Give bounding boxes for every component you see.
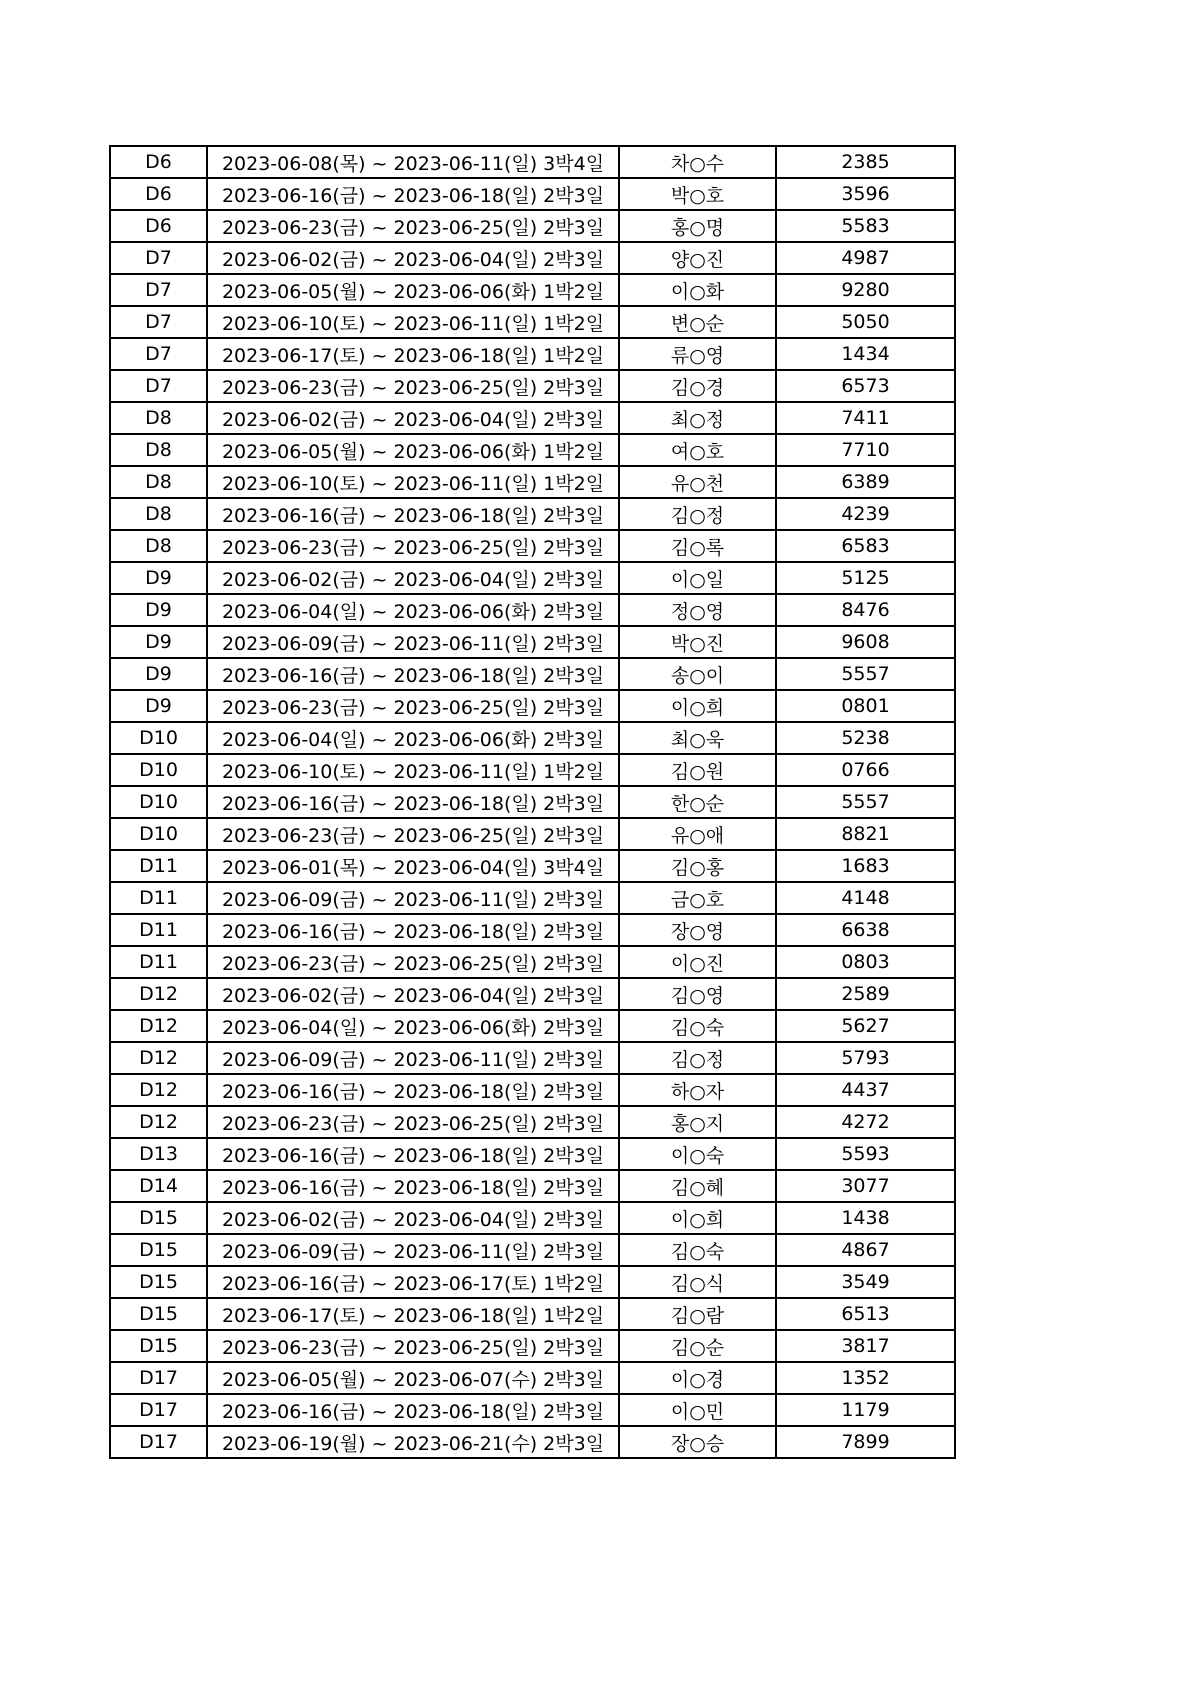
table-row [110, 210, 955, 242]
stay-period-cell: 2023-06-02(금) ~ 2023-06-04(일) 2박3일 [207, 1202, 619, 1234]
stay-period-cell: 2023-06-17(토) ~ 2023-06-18(일) 1박2일 [207, 1298, 619, 1330]
room-cell: D6 [110, 146, 207, 178]
table-row [110, 786, 955, 818]
code-cell: 9280 [776, 274, 955, 306]
code-cell: 6513 [776, 1298, 955, 1330]
code-cell: 5627 [776, 1010, 955, 1042]
guest-name-cell: 변○순 [619, 306, 776, 338]
room-cell: D7 [110, 274, 207, 306]
stay-period-cell: 2023-06-05(월) ~ 2023-06-06(화) 1박2일 [207, 434, 619, 466]
stay-period-cell: 2023-06-10(토) ~ 2023-06-11(일) 1박2일 [207, 306, 619, 338]
guest-name-cell: 금○호 [619, 882, 776, 914]
table-row [110, 146, 955, 178]
code-cell: 4437 [776, 1074, 955, 1106]
code-cell: 8821 [776, 818, 955, 850]
room-cell: D15 [110, 1202, 207, 1234]
stay-period-cell: 2023-06-02(금) ~ 2023-06-04(일) 2박3일 [207, 978, 619, 1010]
code-cell: 4272 [776, 1106, 955, 1138]
table-row [110, 1298, 955, 1330]
guest-name-cell: 홍○지 [619, 1106, 776, 1138]
stay-period-cell: 2023-06-02(금) ~ 2023-06-04(일) 2박3일 [207, 562, 619, 594]
stay-period-cell: 2023-06-09(금) ~ 2023-06-11(일) 2박3일 [207, 626, 619, 658]
code-cell: 2385 [776, 146, 955, 178]
table-row [110, 1106, 955, 1138]
guest-name-cell: 장○영 [619, 914, 776, 946]
room-cell: D7 [110, 370, 207, 402]
room-cell: D10 [110, 786, 207, 818]
code-cell: 1683 [776, 850, 955, 882]
code-cell: 4987 [776, 242, 955, 274]
table-row [110, 594, 955, 626]
room-cell: D9 [110, 562, 207, 594]
guest-name-cell: 차○수 [619, 146, 776, 178]
code-cell: 3549 [776, 1266, 955, 1298]
code-cell: 9608 [776, 626, 955, 658]
stay-period-cell: 2023-06-23(금) ~ 2023-06-25(일) 2박3일 [207, 818, 619, 850]
room-cell: D8 [110, 466, 207, 498]
table-row [110, 274, 955, 306]
stay-period-cell: 2023-06-09(금) ~ 2023-06-11(일) 2박3일 [207, 882, 619, 914]
room-cell: D15 [110, 1266, 207, 1298]
table-row [110, 626, 955, 658]
guest-name-cell: 박○진 [619, 626, 776, 658]
guest-name-cell: 이○진 [619, 946, 776, 978]
table-row [110, 754, 955, 786]
code-cell: 5050 [776, 306, 955, 338]
table-row [110, 242, 955, 274]
code-cell: 1179 [776, 1394, 955, 1426]
code-cell: 5557 [776, 658, 955, 690]
room-cell: D12 [110, 1074, 207, 1106]
table-row [110, 946, 955, 978]
code-cell: 0803 [776, 946, 955, 978]
code-cell: 5125 [776, 562, 955, 594]
code-cell: 4867 [776, 1234, 955, 1266]
guest-name-cell: 정○영 [619, 594, 776, 626]
table-row [110, 1202, 955, 1234]
guest-name-cell: 이○희 [619, 690, 776, 722]
room-cell: D6 [110, 178, 207, 210]
room-cell: D11 [110, 882, 207, 914]
room-cell: D13 [110, 1138, 207, 1170]
stay-period-cell: 2023-06-16(금) ~ 2023-06-18(일) 2박3일 [207, 178, 619, 210]
guest-name-cell: 박○호 [619, 178, 776, 210]
code-cell: 6638 [776, 914, 955, 946]
stay-period-cell: 2023-06-17(토) ~ 2023-06-18(일) 1박2일 [207, 338, 619, 370]
stay-period-cell: 2023-06-16(금) ~ 2023-06-18(일) 2박3일 [207, 658, 619, 690]
room-cell: D12 [110, 1042, 207, 1074]
room-cell: D6 [110, 210, 207, 242]
stay-period-cell: 2023-06-09(금) ~ 2023-06-11(일) 2박3일 [207, 1234, 619, 1266]
room-cell: D12 [110, 1010, 207, 1042]
room-cell: D7 [110, 306, 207, 338]
room-cell: D17 [110, 1394, 207, 1426]
stay-period-cell: 2023-06-16(금) ~ 2023-06-18(일) 2박3일 [207, 1138, 619, 1170]
guest-name-cell: 하○자 [619, 1074, 776, 1106]
table-row [110, 1138, 955, 1170]
room-cell: D10 [110, 754, 207, 786]
stay-period-cell: 2023-06-23(금) ~ 2023-06-25(일) 2박3일 [207, 210, 619, 242]
guest-name-cell: 장○승 [619, 1426, 776, 1458]
table-row [110, 530, 955, 562]
table-row [110, 178, 955, 210]
room-cell: D12 [110, 978, 207, 1010]
guest-name-cell: 최○정 [619, 402, 776, 434]
code-cell: 2589 [776, 978, 955, 1010]
table-row [110, 562, 955, 594]
table-row [110, 402, 955, 434]
table-row [110, 690, 955, 722]
room-cell: D15 [110, 1330, 207, 1362]
stay-period-cell: 2023-06-16(금) ~ 2023-06-17(토) 1박2일 [207, 1266, 619, 1298]
code-cell: 6573 [776, 370, 955, 402]
code-cell: 7411 [776, 402, 955, 434]
stay-period-cell: 2023-06-10(토) ~ 2023-06-11(일) 1박2일 [207, 754, 619, 786]
guest-name-cell: 유○애 [619, 818, 776, 850]
room-cell: D11 [110, 914, 207, 946]
reservation-table [109, 145, 956, 1459]
room-cell: D12 [110, 1106, 207, 1138]
table-row [110, 1362, 955, 1394]
guest-name-cell: 이○민 [619, 1394, 776, 1426]
code-cell: 6583 [776, 530, 955, 562]
room-cell: D8 [110, 530, 207, 562]
guest-name-cell: 여○호 [619, 434, 776, 466]
stay-period-cell: 2023-06-05(월) ~ 2023-06-07(수) 2박3일 [207, 1362, 619, 1394]
stay-period-cell: 2023-06-09(금) ~ 2023-06-11(일) 2박3일 [207, 1042, 619, 1074]
guest-name-cell: 이○숙 [619, 1138, 776, 1170]
table-row [110, 498, 955, 530]
stay-period-cell: 2023-06-16(금) ~ 2023-06-18(일) 2박3일 [207, 498, 619, 530]
code-cell: 5238 [776, 722, 955, 754]
guest-name-cell: 홍○명 [619, 210, 776, 242]
room-cell: D11 [110, 850, 207, 882]
code-cell: 3817 [776, 1330, 955, 1362]
code-cell: 5793 [776, 1042, 955, 1074]
stay-period-cell: 2023-06-23(금) ~ 2023-06-25(일) 2박3일 [207, 690, 619, 722]
table-row [110, 1234, 955, 1266]
code-cell: 1434 [776, 338, 955, 370]
stay-period-cell: 2023-06-16(금) ~ 2023-06-18(일) 2박3일 [207, 786, 619, 818]
stay-period-cell: 2023-06-23(금) ~ 2023-06-25(일) 2박3일 [207, 1330, 619, 1362]
guest-name-cell: 최○욱 [619, 722, 776, 754]
room-cell: D8 [110, 402, 207, 434]
room-cell: D7 [110, 242, 207, 274]
room-cell: D15 [110, 1234, 207, 1266]
code-cell: 1438 [776, 1202, 955, 1234]
table-row [110, 850, 955, 882]
table-row [110, 658, 955, 690]
code-cell: 5557 [776, 786, 955, 818]
code-cell: 4239 [776, 498, 955, 530]
stay-period-cell: 2023-06-01(목) ~ 2023-06-04(일) 3박4일 [207, 850, 619, 882]
table-row [110, 306, 955, 338]
guest-name-cell: 김○원 [619, 754, 776, 786]
code-cell: 0801 [776, 690, 955, 722]
guest-name-cell: 김○혜 [619, 1170, 776, 1202]
table-row [110, 434, 955, 466]
code-cell: 5593 [776, 1138, 955, 1170]
code-cell: 7710 [776, 434, 955, 466]
room-cell: D10 [110, 818, 207, 850]
guest-name-cell: 김○홍 [619, 850, 776, 882]
stay-period-cell: 2023-06-16(금) ~ 2023-06-18(일) 2박3일 [207, 914, 619, 946]
guest-name-cell: 김○경 [619, 370, 776, 402]
guest-name-cell: 김○록 [619, 530, 776, 562]
guest-name-cell: 양○진 [619, 242, 776, 274]
stay-period-cell: 2023-06-08(목) ~ 2023-06-11(일) 3박4일 [207, 146, 619, 178]
code-cell: 8476 [776, 594, 955, 626]
code-cell: 4148 [776, 882, 955, 914]
stay-period-cell: 2023-06-23(금) ~ 2023-06-25(일) 2박3일 [207, 946, 619, 978]
stay-period-cell: 2023-06-04(일) ~ 2023-06-06(화) 2박3일 [207, 722, 619, 754]
guest-name-cell: 유○천 [619, 466, 776, 498]
table-row [110, 722, 955, 754]
code-cell: 7899 [776, 1426, 955, 1458]
table-row [110, 1042, 955, 1074]
room-cell: D15 [110, 1298, 207, 1330]
guest-name-cell: 김○식 [619, 1266, 776, 1298]
guest-name-cell: 송○이 [619, 658, 776, 690]
guest-name-cell: 김○정 [619, 1042, 776, 1074]
table-row [110, 1010, 955, 1042]
guest-name-cell: 김○숙 [619, 1010, 776, 1042]
guest-name-cell: 이○경 [619, 1362, 776, 1394]
code-cell: 5583 [776, 210, 955, 242]
stay-period-cell: 2023-06-23(금) ~ 2023-06-25(일) 2박3일 [207, 370, 619, 402]
guest-name-cell: 류○영 [619, 338, 776, 370]
room-cell: D7 [110, 338, 207, 370]
room-cell: D10 [110, 722, 207, 754]
room-cell: D9 [110, 594, 207, 626]
table-row [110, 1426, 955, 1458]
code-cell: 3077 [776, 1170, 955, 1202]
stay-period-cell: 2023-06-02(금) ~ 2023-06-04(일) 2박3일 [207, 402, 619, 434]
code-cell: 1352 [776, 1362, 955, 1394]
table-row [110, 1330, 955, 1362]
table-row [110, 370, 955, 402]
room-cell: D14 [110, 1170, 207, 1202]
room-cell: D8 [110, 498, 207, 530]
table-row [110, 978, 955, 1010]
room-cell: D9 [110, 626, 207, 658]
guest-name-cell: 한○순 [619, 786, 776, 818]
guest-name-cell: 김○람 [619, 1298, 776, 1330]
stay-period-cell: 2023-06-02(금) ~ 2023-06-04(일) 2박3일 [207, 242, 619, 274]
room-cell: D8 [110, 434, 207, 466]
code-cell: 3596 [776, 178, 955, 210]
guest-name-cell: 김○정 [619, 498, 776, 530]
table-row [110, 338, 955, 370]
guest-name-cell: 김○순 [619, 1330, 776, 1362]
room-cell: D11 [110, 946, 207, 978]
stay-period-cell: 2023-06-16(금) ~ 2023-06-18(일) 2박3일 [207, 1170, 619, 1202]
code-cell: 6389 [776, 466, 955, 498]
guest-name-cell: 김○숙 [619, 1234, 776, 1266]
stay-period-cell: 2023-06-16(금) ~ 2023-06-18(일) 2박3일 [207, 1394, 619, 1426]
guest-name-cell: 이○일 [619, 562, 776, 594]
code-cell: 0766 [776, 754, 955, 786]
stay-period-cell: 2023-06-16(금) ~ 2023-06-18(일) 2박3일 [207, 1074, 619, 1106]
table-row [110, 914, 955, 946]
table-row [110, 882, 955, 914]
room-cell: D9 [110, 658, 207, 690]
table-row [110, 1074, 955, 1106]
stay-period-cell: 2023-06-10(토) ~ 2023-06-11(일) 1박2일 [207, 466, 619, 498]
table-row [110, 1394, 955, 1426]
stay-period-cell: 2023-06-05(월) ~ 2023-06-06(화) 1박2일 [207, 274, 619, 306]
room-cell: D17 [110, 1426, 207, 1458]
table-row [110, 1266, 955, 1298]
stay-period-cell: 2023-06-04(일) ~ 2023-06-06(화) 2박3일 [207, 1010, 619, 1042]
table-row [110, 1170, 955, 1202]
table-row [110, 466, 955, 498]
room-cell: D9 [110, 690, 207, 722]
guest-name-cell: 김○영 [619, 978, 776, 1010]
stay-period-cell: 2023-06-23(금) ~ 2023-06-25(일) 2박3일 [207, 1106, 619, 1138]
room-cell: D17 [110, 1362, 207, 1394]
guest-name-cell: 이○화 [619, 274, 776, 306]
stay-period-cell: 2023-06-19(월) ~ 2023-06-21(수) 2박3일 [207, 1426, 619, 1458]
guest-name-cell: 이○희 [619, 1202, 776, 1234]
reservation-table-body [110, 146, 955, 1458]
table-row [110, 818, 955, 850]
stay-period-cell: 2023-06-23(금) ~ 2023-06-25(일) 2박3일 [207, 530, 619, 562]
stay-period-cell: 2023-06-04(일) ~ 2023-06-06(화) 2박3일 [207, 594, 619, 626]
